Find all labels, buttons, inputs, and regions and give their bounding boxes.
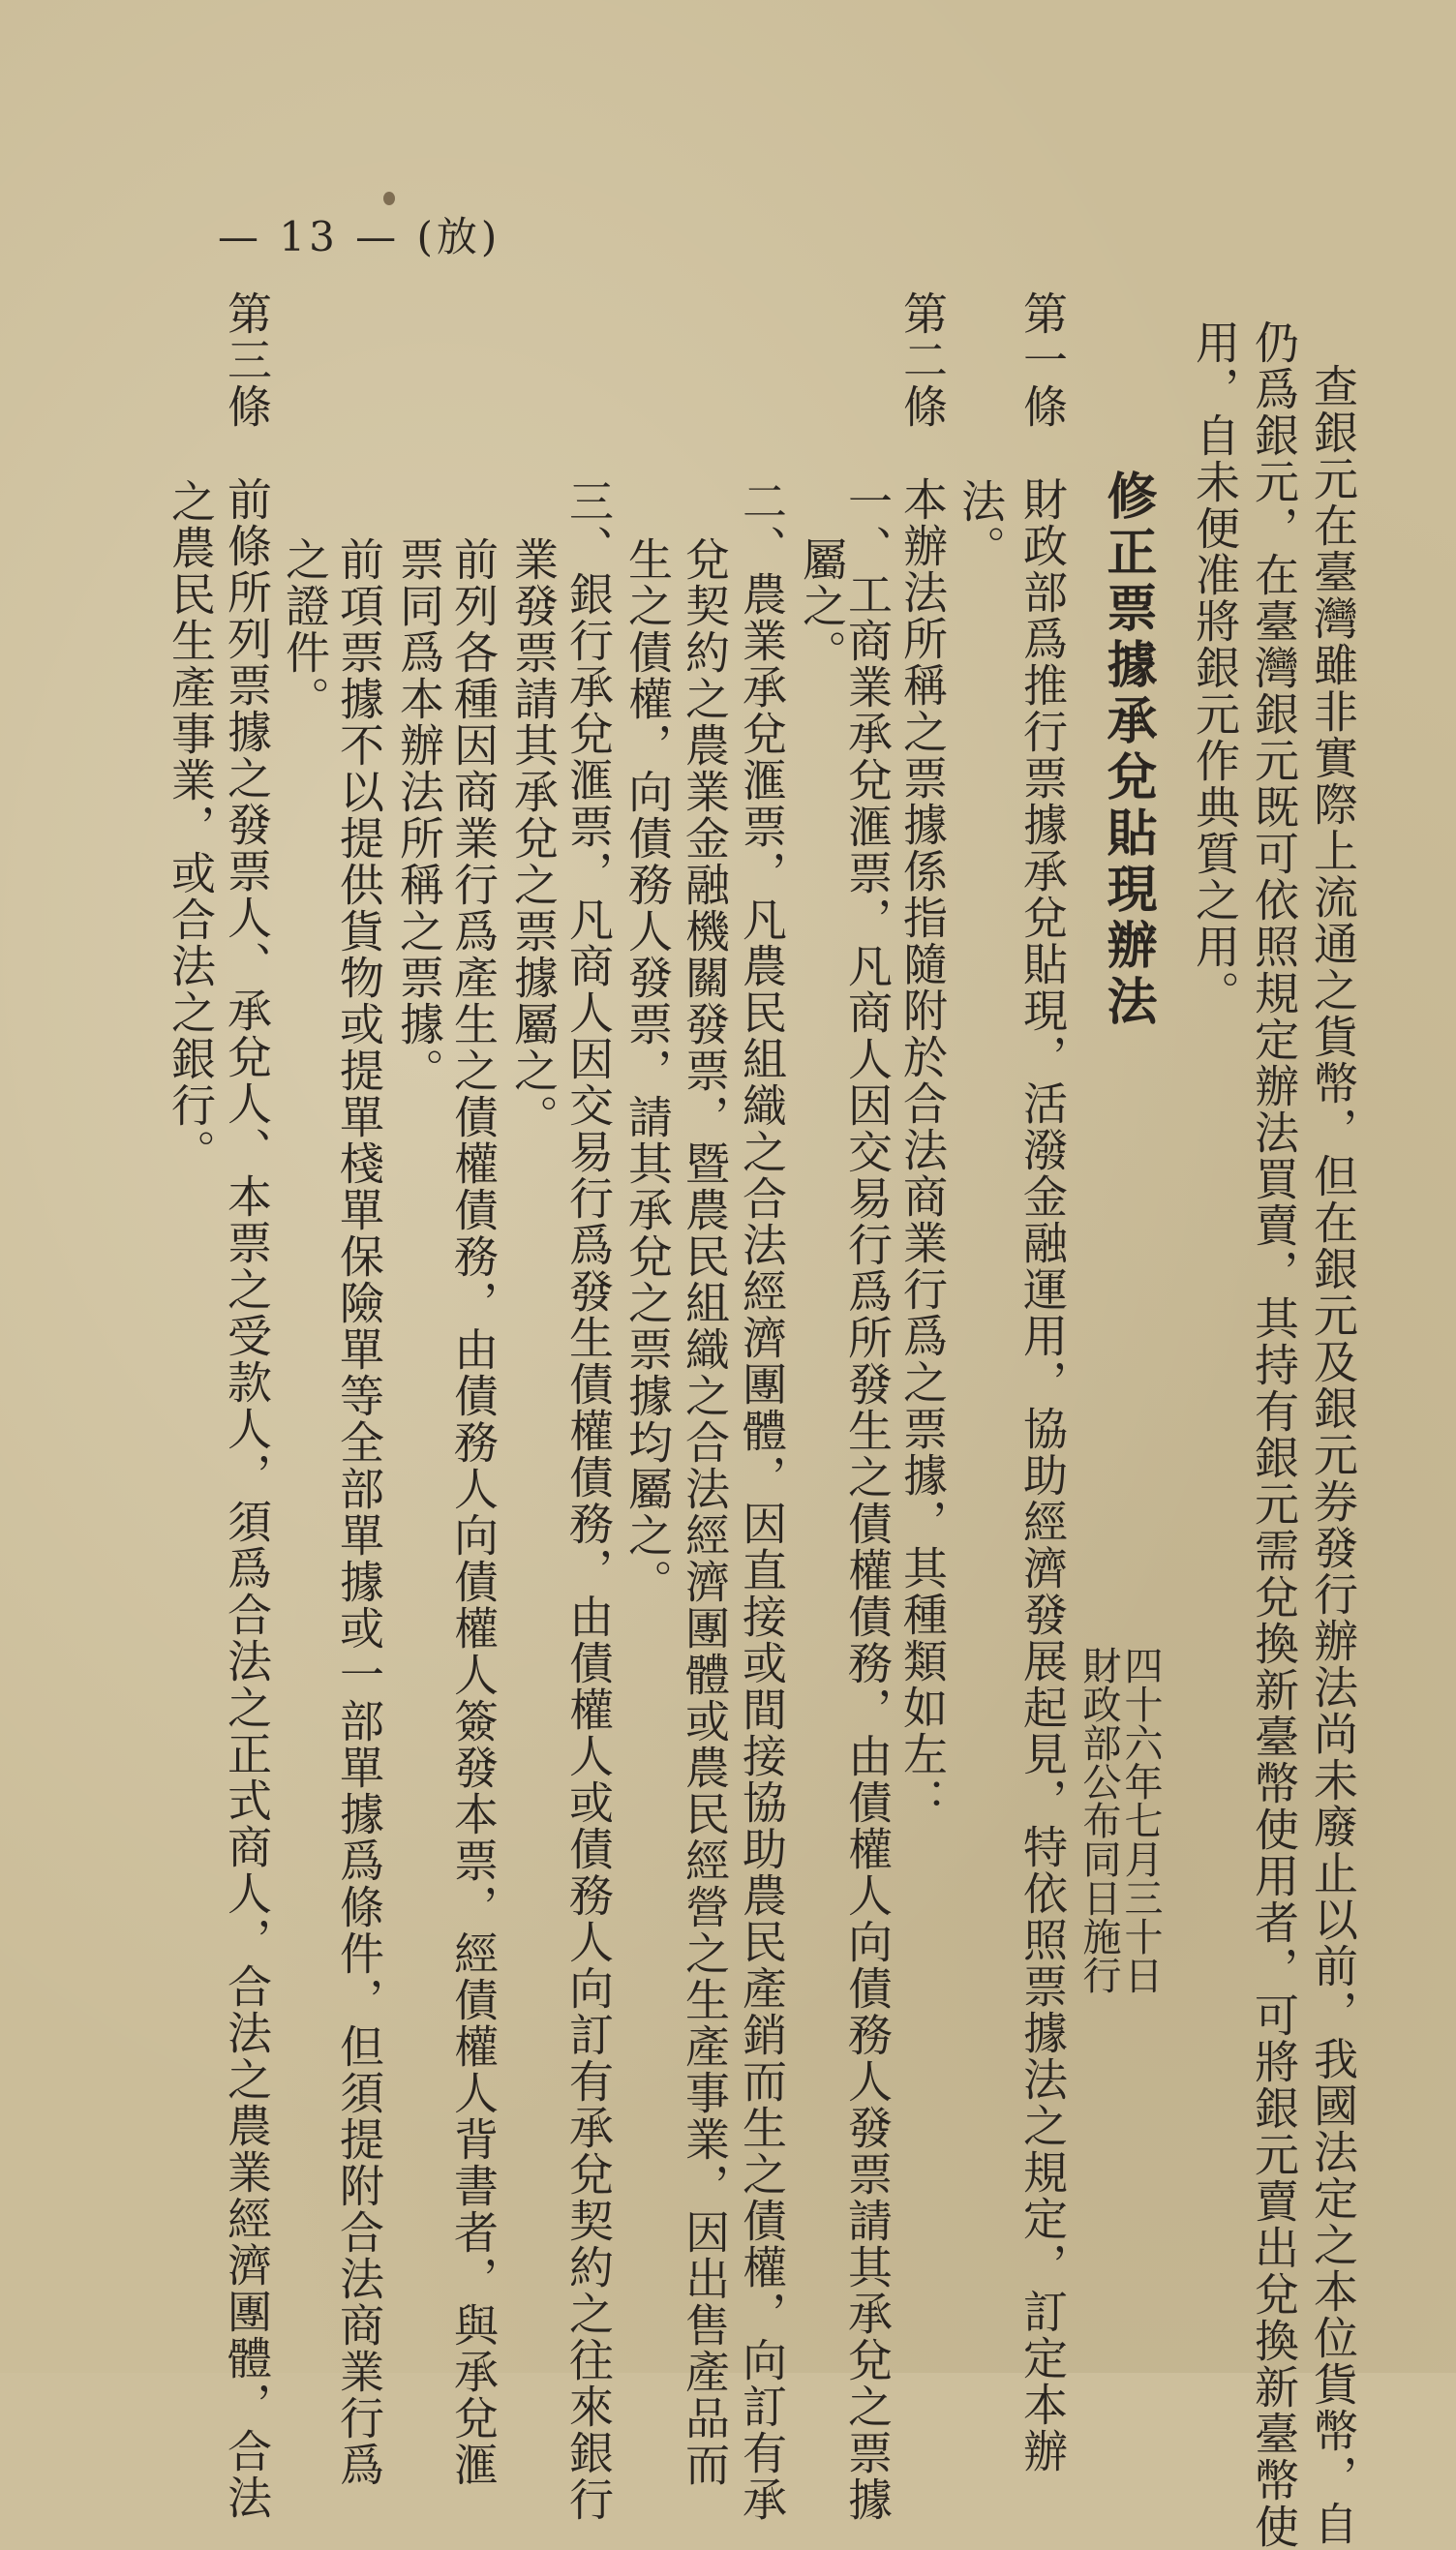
article-2-item-1-line-2: 屬之。 xyxy=(796,536,848,676)
article-2-item-3-line-2: 業發票請其承兌之票據屬之。 xyxy=(507,536,560,1140)
ink-spot xyxy=(383,192,395,205)
article-3-line-1: 第三條 前條所列票據之發票人、承兌人、本票之受款人，須爲合法之正式商人，合法之農業經濟團體，合法 xyxy=(221,290,273,2521)
date-line-1: 四十六年七月三十日 xyxy=(1118,1646,1163,1994)
article-1-line-1: 第一條 財政部爲推行票據承兌貼現，活潑金融運用，協助經濟發展起見，特依照票據法之規定，訂定本辦 xyxy=(1016,290,1069,2474)
page-number-header: — 13 — (放) xyxy=(218,213,501,260)
article-3-line-2: 之農民生產事業，或合法之銀行。 xyxy=(165,478,217,1175)
article-2-item-2-line-1: 二、農業承兌滙票，凡農民組織之合法經濟團體，因直接或間接協助農民產銷而生之債權，向訂有承 xyxy=(736,478,788,2523)
article-2-para-line-1: 前列各種因商業行爲產生之債權債務，由債務人向債權人簽發本票，經債權人背書者，與承兌滙 xyxy=(447,536,500,2488)
article-2-item-2-line-3: 生之債權，向債務人發票，請其承兌之票據均屬之。 xyxy=(622,536,674,1605)
article-2-para-2-line-1: 前項票據不以提供貨物或提單棧單保險單等全部單據或一部單據爲條件，但須提附合法商業行爲 xyxy=(333,536,385,2488)
intro-line-2: 仍爲銀元，在臺灣銀元既可依照規定辦法買賣，其持有銀元需兌換新臺幣使用者，可將銀元賣出兌換新臺幣使 xyxy=(1248,319,1300,2550)
intro-line-1: 查銀元在臺灣雖非實際上流通之貨幣，但在銀元及銀元券發行辦法尚未廢止以前，我國法定之本位貨幣，自 xyxy=(1307,363,1359,2547)
article-2-para-2-line-2: 之證件。 xyxy=(279,536,331,722)
article-2-line-1: 第二條 本辦法所稱之票據係指隨附於合法商業行爲之票據，其種類如左： xyxy=(896,290,949,1824)
article-1-line-2: 法。 xyxy=(955,478,1007,571)
article-2-item-2-line-2: 兌契約之農業金融機關發票，暨農民組織之合法經濟團體或農民經營之生產事業，因出售產品而 xyxy=(679,536,731,2488)
date-line-2: 財政部公布同日施行 xyxy=(1077,1646,1121,1994)
article-2-para-line-2: 票同爲本辦法所稱之票據。 xyxy=(393,536,445,1094)
article-2-item-3-line-1: 三、銀行承兌滙票，凡商人因交易行爲發生債權債務，由債權人或債務人向訂有承兌契約之往來銀行 xyxy=(562,478,615,2523)
document-title: 修正票據承兌貼現辦法 xyxy=(1098,470,1157,1031)
article-2-item-1-line-1: 一、工商業承兌滙票，凡商人因交易行爲所發生之債權債務，由債權人向債務人發票請其承兌之票據 xyxy=(841,478,894,2523)
intro-line-3: 用，自未便准將銀元作典質之用。 xyxy=(1189,319,1241,1017)
